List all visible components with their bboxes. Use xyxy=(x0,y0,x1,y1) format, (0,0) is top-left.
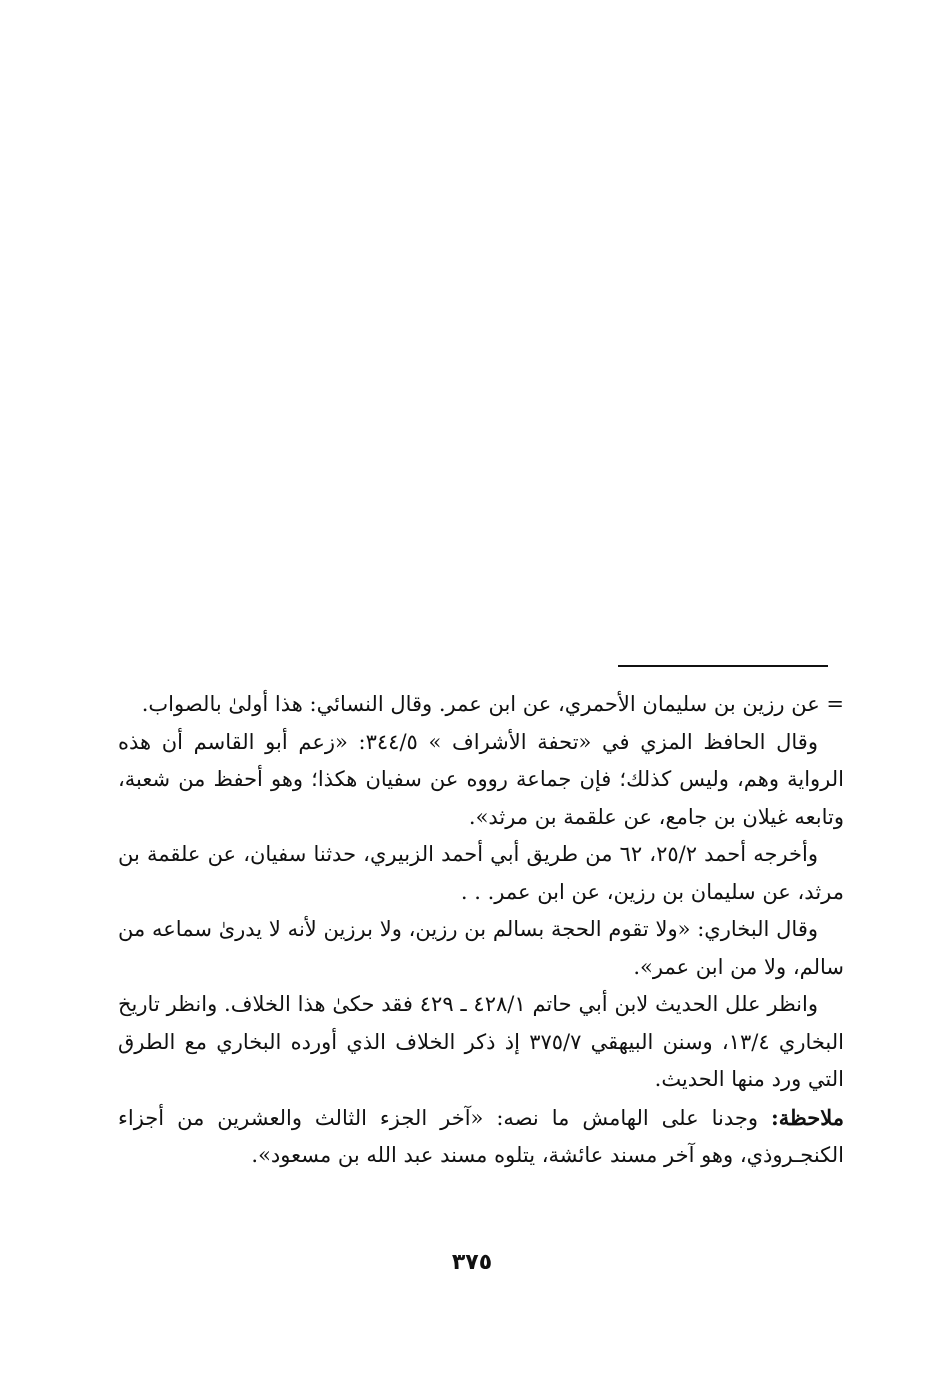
note-text: وجدنا على الهامش ما نصه: «آخر الجزء الثالث والعشرين من أجزاء الكنجـروذي، وهو آخر مسند عائشة، يتلوه مسند عبد الله بن مسعود». xyxy=(118,1105,844,1167)
page-number: ٣٧٥ xyxy=(451,1250,493,1275)
footnote-paragraph-note xyxy=(118,1099,844,1175)
footnote-paragraph-mizzi: وقال الحافظ المزي في «تحفة الأشراف » ٣٤٤/٥: «زعم أبو القاسم أن هذه الرواية وهم، وليس كذلك؛ فإن جماعة رووه عن سفيان هكذا؛ وهو أحفظ من شعبة، وتابعه غيلان بن جامع، عن علقمة بن مرثد». xyxy=(118,729,844,829)
footnote-continuation-paragraph: = عن رزين بن سليمان الأحمري، عن ابن عمر. وقال النسائي: هذا أولىٰ بالصواب. xyxy=(141,692,844,716)
footnote-paragraph-bukhari: وقال البخاري: «ولا تقوم الحجة بسالم بن رزين، ولا برزين لأنه لا يدرىٰ سماعه من سالم، ولا من ابن عمر». xyxy=(118,917,844,979)
note-label: ملاحظة: xyxy=(771,1104,844,1130)
footnote-paragraph-ahmad: وأخرجه أحمد ٢٥/٢، ٦٢ من طريق أبي أحمد الزبيري، حدثنا سفيان، عن علقمة بن مرثد، عن سليمان بن رزين، عن ابن عمر. . . xyxy=(118,842,844,904)
footnote-separator-rule xyxy=(618,665,828,667)
footnote-paragraph-ilal: وانظر علل الحديث لابن أبي حاتم ٤٢٨/١ ـ ٤٢٩ فقد حكىٰ هذا الخلاف. وانظر تاريخ البخاري ١٣/٤، وسنن البيهقي ٣٧٥/٧ إذ ذكر الخلاف الذي أورده البخاري مع الطرق التي ورد منها الحديث. xyxy=(118,992,844,1091)
footnotes-block xyxy=(118,686,844,1175)
